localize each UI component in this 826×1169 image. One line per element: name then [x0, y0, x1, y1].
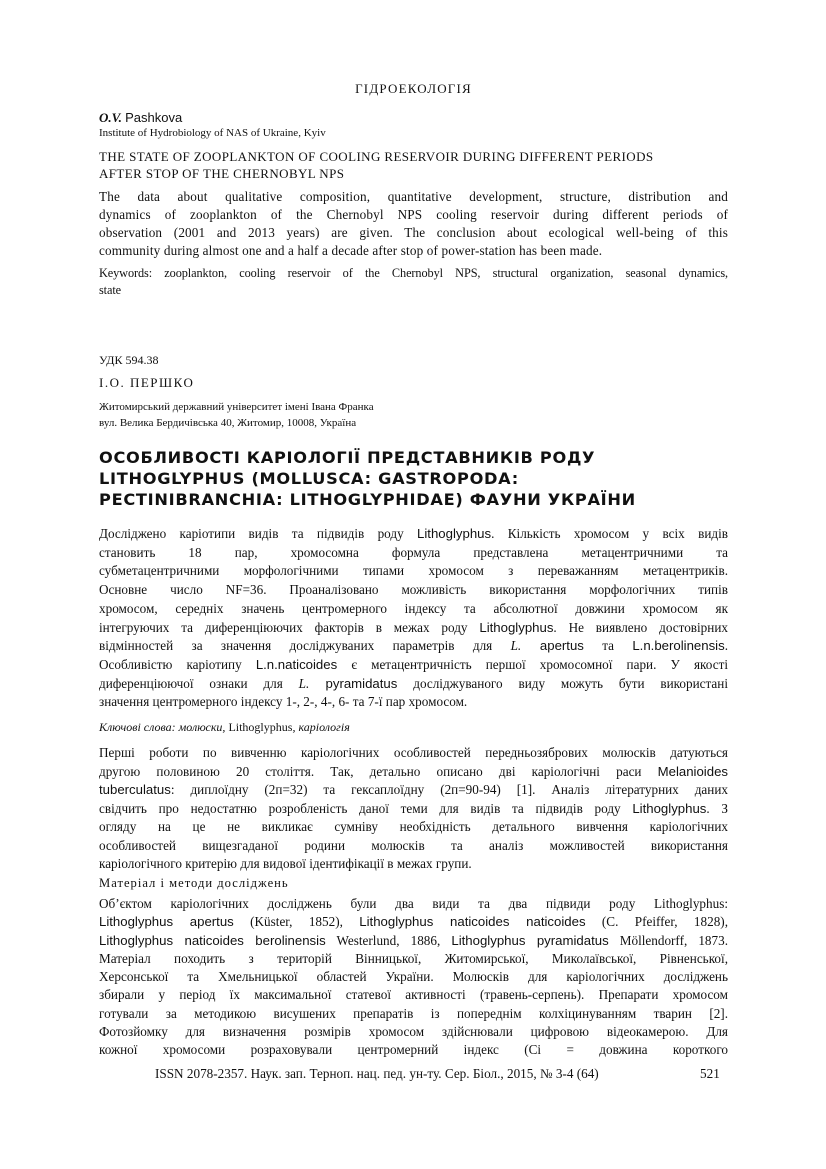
methods-line: Об’єктом каріологічних досліджень були два види та два підвиди роду Lithoglyphus: — [99, 896, 728, 911]
methods-line: Матеріал походить з територій Вінницької, Житомирської, Миколаївської, Рівненської, — [99, 950, 728, 966]
article-title-line: LITHOGLYPHUS (MOLLUSCA: GASTROPODA: — [99, 469, 519, 488]
intro-line: Перші роботи по вивченню каріологічних особливостей передньозябрових молюсків датуються — [99, 745, 728, 760]
methods-line: збирали у період їх максимальної статевої активності (травень-серпень). Препарати хромосом — [99, 987, 728, 1003]
methods-line: кожної хромосоми розраховували центромерний індекс (Ci = довжина короткого — [99, 1042, 728, 1058]
page-number: 521 — [700, 1066, 720, 1081]
abstract-line: Основне число NF=36. Проаналізовано можливість використання морфологічних типів — [99, 582, 728, 598]
intro-line: другою половиною 20 століття. Так, детально описано дві каріологічні раси Melanioides — [99, 763, 728, 779]
english-title-line: THE STATE OF ZOOPLANKTON OF COOLING RESERVOIR DURING DIFFERENT PERIODS — [99, 149, 654, 164]
english-keywords-line: Keywords: zooplankton, cooling reservoir of the Chernobyl NPS, structural organization, seasonal dynamics, — [99, 266, 728, 280]
english-abstract — [99, 188, 728, 260]
abstract-line: відмінностей за значення досліджуваних параметрів для L. apertus та L.n.berolinensis. — [99, 638, 728, 654]
journal-citation: ISSN 2078-2357. Наук. зап. Терноп. нац. пед. ун-ту. Сер. Біол., 2015, № 3-4 (64) — [155, 1066, 599, 1081]
article-title-line: PECTINIBRANCHIA: LITHOGLYPHIDAE) ФАУНИ УКРАЇНИ — [99, 490, 636, 509]
abstract-line: хромосом, середніх значень центромерного індексу та абсолютної довжини хромосом як — [99, 600, 728, 616]
udk-code: УДК 594.38 — [99, 353, 159, 367]
english-affiliation: Institute of Hydrobiology of NAS of Ukraine, Kyiv — [99, 127, 326, 139]
ukrainian-abstract — [99, 525, 728, 712]
english-title — [99, 148, 728, 182]
ukrainian-author: І.О. ПЕРШКО — [99, 375, 195, 390]
english-author-initials: O.V. — [99, 110, 122, 125]
intro-line: tuberculatus: диплоїдну (2п=32) та гексаплоїдну (2п=90-94) [1]. Аналіз літературних даних — [99, 782, 728, 797]
abstract-line: диференціюючої ознаки для L. pyramidatus досліджуваного виду можуть бути використані — [99, 675, 729, 691]
abstract-line: інтегруючих та диференціюючих факторів в межах роду Lithoglyphus. Не виявлено достовірних — [99, 619, 728, 635]
english-keywords — [99, 265, 728, 299]
methods-paragraph — [99, 895, 728, 1060]
abstract-line: значення центромерного індексу 1-, 2-, 4-, 6- та 7-ї пар хромосом. — [99, 694, 468, 710]
english-keywords-line: state — [99, 283, 122, 297]
introduction-paragraph — [99, 744, 728, 874]
article-title-line: ОСОБЛИВОСТІ КАРІОЛОГІЇ ПРЕДСТАВНИКІВ РОДУ — [99, 448, 596, 467]
intro-line: каріологічного критерію для видової ідентифікації в межах групи. — [99, 856, 472, 871]
methods-line: готували за методикою висушених препаратів із попереднім колхіцинуванням тварин [2]. — [99, 1005, 728, 1021]
english-abstract-line: dynamics of zooplankton of the Chernobyl NPS cooling reservoir during different periods of — [99, 207, 728, 222]
abstract-line: Досліджено каріотипи видів та підвидів роду Lithoglyphus. Кількість хромосом у всіх видів — [99, 526, 728, 541]
english-author-surname: Pashkova — [125, 110, 183, 125]
article-title — [99, 447, 728, 510]
keywords-rest: , каріологія — [292, 720, 350, 734]
intro-line: особливостей вищезгаданої родини молюсків та аналіз можливостей використання — [99, 837, 728, 853]
intro-line: свідчить про недостатню розробленість даної теми для видів та підвидів роду Lithoglyphus. З — [99, 800, 728, 816]
intro-line: огляду на це не викликає сумніву необхідність детального вивчення каріологічних — [99, 819, 728, 834]
affiliation-line: вул. Велика Бердичівська 40, Житомир, 10008, Україна — [99, 417, 357, 429]
english-title-line: AFTER STOP OF THE CHERNOBYL NPS — [99, 166, 345, 181]
abstract-line: становить 18 пар, хромосомна формула представлена метацентричними та — [99, 544, 728, 560]
english-abstract-line: observation (2001 and 2013 years) are given. The conclusion about ecological well-being of this — [99, 225, 728, 240]
ukrainian-affiliation — [99, 399, 728, 431]
methods-heading: Матеріал і методи досліджень — [99, 876, 289, 890]
keywords-label: Ключові слова: молюски, — [99, 720, 229, 734]
methods-line: Lithoglyphus naticoides berolinensis Westerlund, 1886, Lithoglyphus pyramidatus Möllendorff, 1873. — [99, 932, 729, 948]
ukrainian-keywords — [99, 719, 728, 735]
methods-line: Фотозйомку для визначення розмірів хромосом здійснювали цифровою відеокамерою. Для — [99, 1024, 728, 1040]
abstract-line: субметацентричними морфологічними типами хромосом з переважанням метацентриків. — [99, 563, 728, 579]
keywords-genus: Lithoglyphus — [228, 720, 293, 734]
section-header: ГІДРОЕКОЛОГІЯ — [355, 81, 472, 96]
english-abstract-line: The data about qualitative composition, quantitative development, structure, distribution and — [99, 189, 728, 204]
abstract-line: Особливістю каріотипу L.n.naticoides є метацентричність першої хромосомної пари. У якості — [99, 656, 729, 672]
affiliation-line: Житомирський державний університет імені Івана Франка — [99, 401, 374, 413]
english-author — [99, 110, 728, 126]
methods-line: Lithoglyphus apertus (Küster, 1852), Lithoglyphus naticoides naticoides (C. Pfeiffer, 1828), — [99, 914, 728, 930]
methods-line: Херсонської та Хмельницької областей України. Молюсків для каріологічних досліджень — [99, 969, 728, 985]
english-abstract-line: community during almost one and a half a decade after stop of power-station has been made. — [99, 243, 603, 258]
